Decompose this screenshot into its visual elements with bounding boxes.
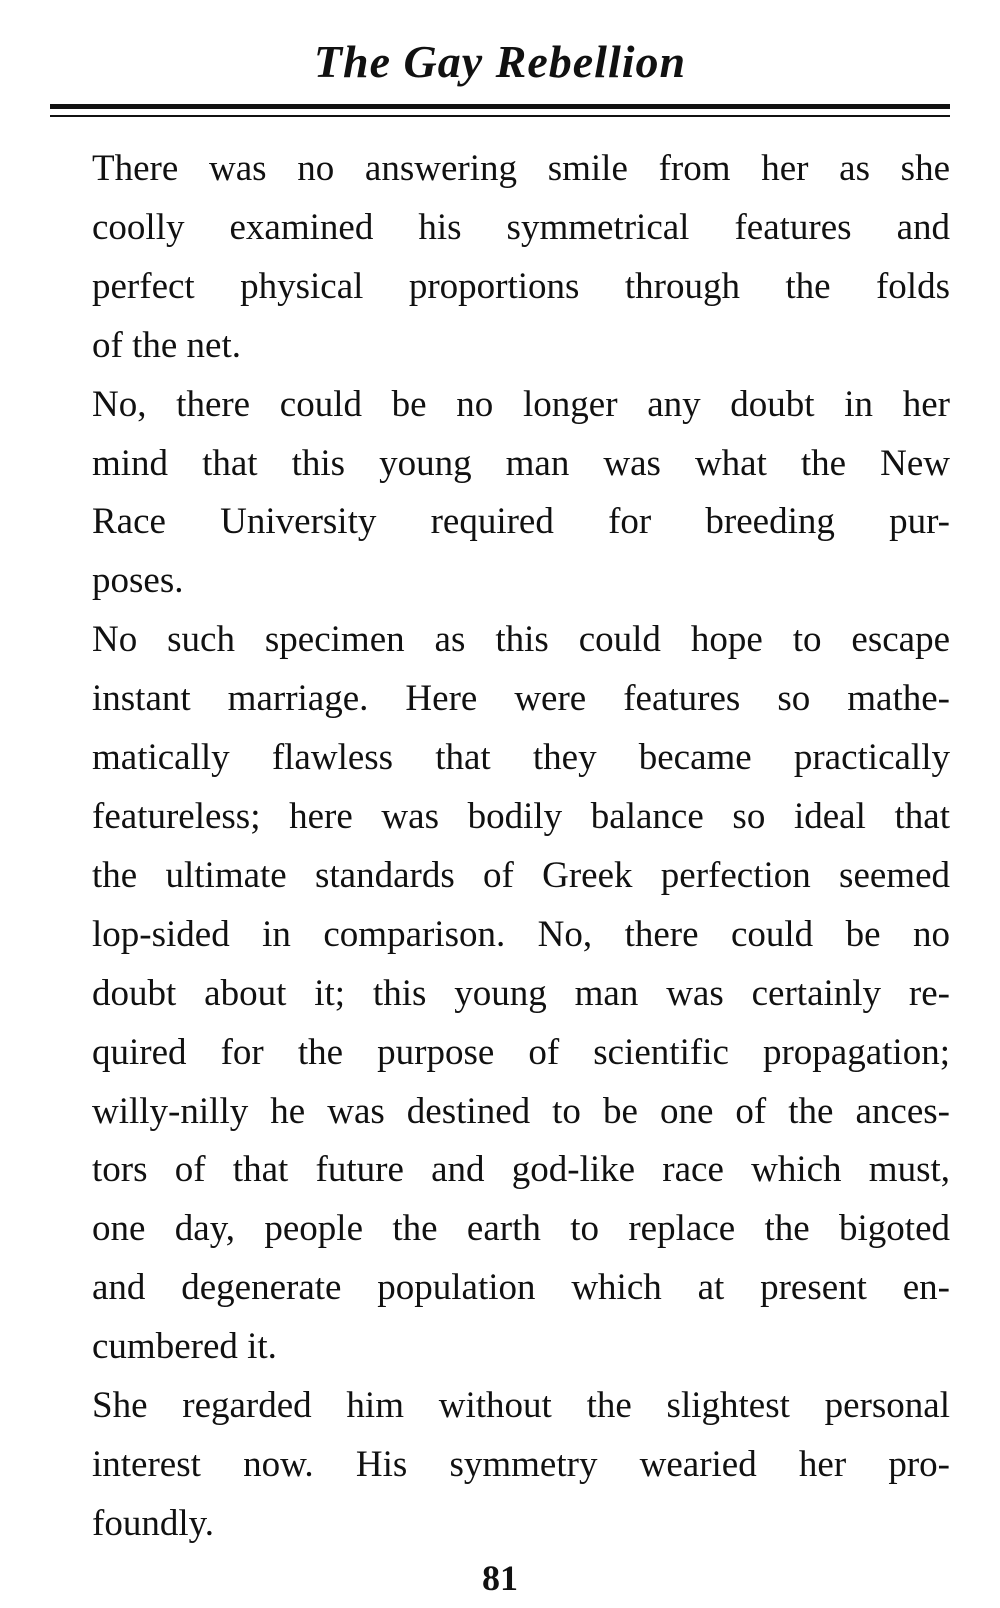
text-line: interest now. His symmetry wearied her pro- bbox=[92, 1443, 950, 1485]
text-line: foundly. bbox=[92, 1502, 214, 1544]
text-line: the ultimate standards of Greek perfection seemed bbox=[92, 854, 950, 896]
text-line: and degenerate population which at present en- bbox=[92, 1267, 950, 1309]
text-line: doubt about it; this young man was certainly re- bbox=[92, 972, 950, 1014]
paragraph bbox=[50, 1377, 950, 1554]
paragraph bbox=[50, 376, 950, 612]
text-line: cumbered it. bbox=[92, 1326, 277, 1368]
text-line: tors of that future and god-like race which must, bbox=[92, 1149, 950, 1191]
text-line: poses. bbox=[92, 560, 184, 602]
paragraph bbox=[50, 611, 950, 1377]
running-head: The Gay Rebellion bbox=[313, 36, 687, 87]
text-line: No, there could be no longer any doubt in her bbox=[92, 383, 950, 425]
text-line: No such specimen as this could hope to escape bbox=[92, 619, 950, 661]
text-line: willy-nilly he was destined to be one of the ances- bbox=[92, 1090, 950, 1132]
text-line: instant marriage. Here were features so mathe- bbox=[92, 678, 950, 720]
text-line: matically flawless that they became practically bbox=[92, 737, 950, 779]
text-line: quired for the purpose of scientific propagation; bbox=[92, 1031, 950, 1073]
text-line: mind that this young man was what the New bbox=[92, 442, 950, 484]
text-line: coolly examined his symmetrical features and bbox=[92, 206, 950, 248]
text-line: one day, people the earth to replace the bigoted bbox=[92, 1208, 950, 1250]
body-text bbox=[50, 140, 950, 1554]
text-line: She regarded him without the slightest personal bbox=[92, 1385, 950, 1427]
text-line: of the net. bbox=[92, 324, 241, 366]
paragraph bbox=[50, 140, 950, 376]
text-line: perfect physical proportions through the folds bbox=[92, 265, 950, 307]
page-number: 81 bbox=[482, 1558, 518, 1598]
text-line: featureless; here was bodily balance so ideal that bbox=[92, 795, 950, 837]
header-rule-thin bbox=[50, 115, 950, 117]
text-line: There was no answering smile from her as she bbox=[92, 148, 950, 189]
header-rule-thick bbox=[50, 104, 950, 109]
text-line: Race University required for breeding pur- bbox=[92, 501, 950, 543]
text-line: lop-sided in comparison. No, there could be no bbox=[92, 913, 950, 955]
